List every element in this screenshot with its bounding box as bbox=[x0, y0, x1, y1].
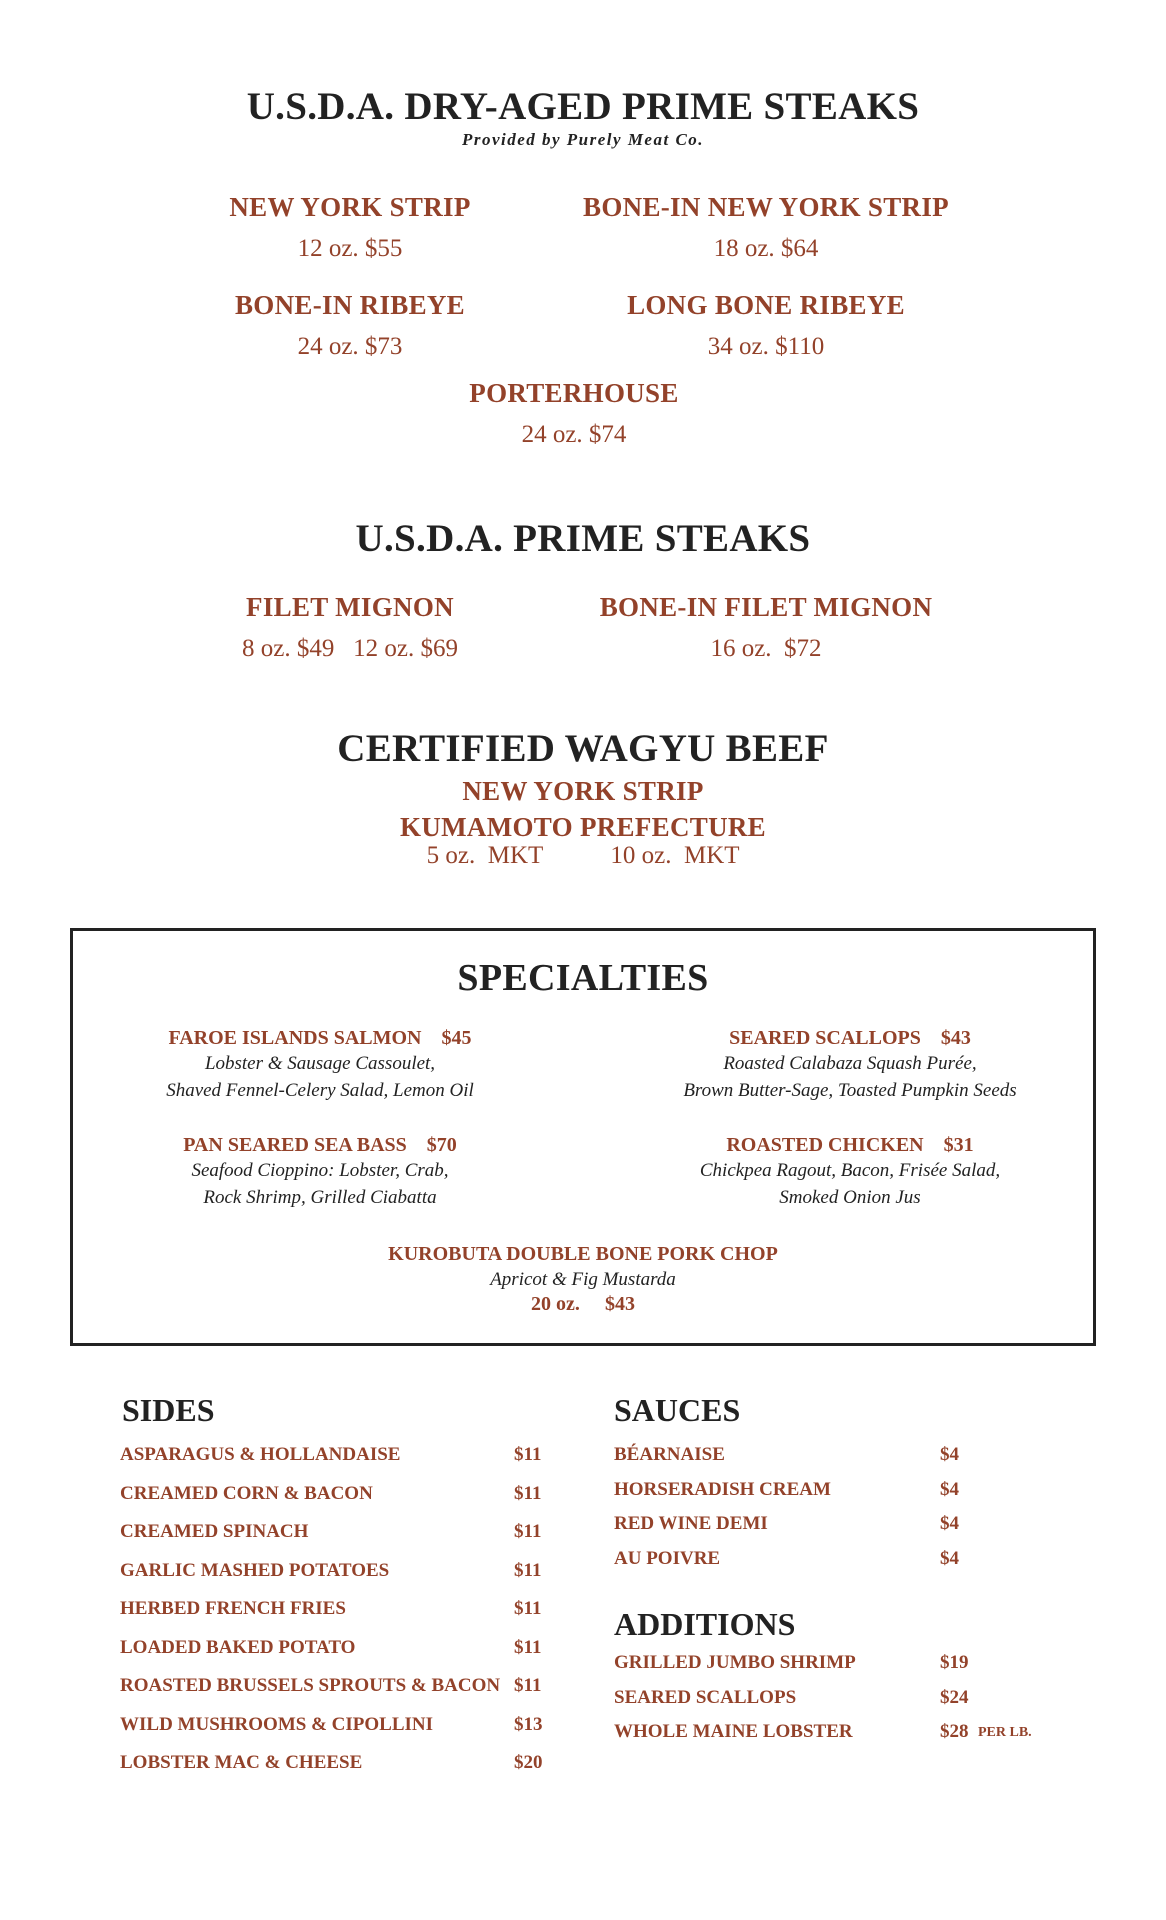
specialty-item bbox=[640, 1027, 1060, 1104]
menu-item-price: 18 oz. $64 bbox=[713, 235, 819, 262]
specialty-desc: Lobster & Sausage Cassoulet, bbox=[204, 1053, 436, 1074]
list-item-name: LOADED BAKED POTATO bbox=[120, 1636, 356, 1658]
list-item-price: $20 bbox=[514, 1752, 543, 1773]
specialty-price: $70 bbox=[426, 1134, 457, 1156]
list-item-name: GRILLED JUMBO SHRIMP bbox=[614, 1652, 856, 1673]
additions-list bbox=[614, 1652, 1054, 1756]
list-item-price: $4 bbox=[940, 1547, 959, 1569]
list-item-price: $11 bbox=[514, 1598, 542, 1619]
list-item-price: $28 bbox=[940, 1721, 969, 1742]
specialty-desc: Apricot & Fig Mustarda bbox=[490, 1269, 676, 1290]
specialty-size: 20 oz. bbox=[531, 1293, 580, 1315]
list-item-name: RED WINE DEMI bbox=[614, 1513, 768, 1534]
list-item bbox=[614, 1444, 1054, 1479]
specialty-desc: Smoked Onion Jus bbox=[779, 1187, 921, 1208]
menu-item-name: BONE-IN FILET MIGNON bbox=[599, 592, 933, 622]
list-item-price: $19 bbox=[940, 1652, 969, 1673]
specialty-name: FAROE ISLANDS SALMON bbox=[168, 1027, 422, 1049]
list-item bbox=[614, 1721, 1054, 1756]
menu-item-name: NEW YORK STRIP bbox=[229, 192, 471, 222]
list-item bbox=[120, 1714, 560, 1753]
list-item bbox=[614, 1687, 1054, 1722]
specialty-name: PAN SEARED SEA BASS bbox=[183, 1134, 407, 1156]
sides-list bbox=[120, 1444, 560, 1791]
specialty-desc: Seafood Cioppino: Lobster, Crab, bbox=[191, 1160, 449, 1181]
specialty-desc: Rock Shrimp, Grilled Ciabatta bbox=[203, 1187, 437, 1208]
list-item bbox=[120, 1598, 560, 1637]
specialty-price: $31 bbox=[943, 1134, 974, 1156]
sauces-list bbox=[614, 1444, 1054, 1582]
menu-item-name: LONG BONE RIBEYE bbox=[627, 290, 905, 320]
specialties-title: SPECIALTIES bbox=[457, 957, 709, 999]
list-item bbox=[614, 1548, 1054, 1583]
menu-item-name: BONE-IN RIBEYE bbox=[235, 290, 465, 320]
specialty-name: KUROBUTA DOUBLE BONE PORK CHOP bbox=[388, 1243, 778, 1265]
specialty-desc: Brown Butter-Sage, Toasted Pumpkin Seeds bbox=[683, 1080, 1017, 1101]
list-item bbox=[120, 1483, 560, 1522]
list-item-name: GARLIC MASHED POTATOES bbox=[120, 1559, 390, 1581]
menu-item-price: 34 oz. $110 bbox=[707, 333, 825, 360]
specialty-price: $43 bbox=[604, 1293, 635, 1315]
menu-item-name: FILET MIGNON bbox=[246, 592, 454, 622]
list-item-price: $13 bbox=[514, 1713, 543, 1735]
wagyu-price-small: 5 oz. MKT bbox=[426, 842, 544, 869]
specialty-desc: Chickpea Ragout, Bacon, Frisée Salad, bbox=[699, 1160, 1001, 1181]
list-item-name: LOBSTER MAC & CHEESE bbox=[120, 1752, 363, 1773]
list-item bbox=[120, 1675, 560, 1714]
list-item-price: $11 bbox=[514, 1521, 542, 1542]
prime-title: U.S.D.A. PRIME STEAKS bbox=[355, 517, 811, 560]
list-item bbox=[120, 1444, 560, 1483]
wagyu-cut: NEW YORK STRIP bbox=[462, 776, 704, 806]
wagyu-price-large: 10 oz. MKT bbox=[610, 842, 740, 869]
specialty-desc: Shaved Fennel-Celery Salad, Lemon Oil bbox=[166, 1080, 474, 1101]
list-item-price: $11 bbox=[514, 1675, 542, 1696]
wagyu-origin: KUMAMOTO PREFECTURE bbox=[400, 812, 766, 842]
sauces-title: SAUCES bbox=[614, 1392, 741, 1428]
specialty-price: $43 bbox=[940, 1027, 971, 1049]
list-item-name: ASPARAGUS & HOLLANDAISE bbox=[120, 1444, 401, 1465]
list-item bbox=[120, 1521, 560, 1560]
list-item-unit: PER LB. bbox=[978, 1725, 1032, 1740]
list-item-price: $4 bbox=[940, 1478, 959, 1500]
wagyu-title: CERTIFIED WAGYU BEEF bbox=[337, 727, 829, 770]
list-item-name: HERBED FRENCH FRIES bbox=[120, 1598, 346, 1619]
specialty-name: SEARED SCALLOPS bbox=[729, 1027, 921, 1049]
specialty-name: ROASTED CHICKEN bbox=[726, 1134, 924, 1156]
list-item-price: $4 bbox=[940, 1513, 959, 1534]
list-item-price: $11 bbox=[514, 1482, 542, 1504]
additions-title: ADDITIONS bbox=[614, 1606, 796, 1642]
list-item-price: $11 bbox=[514, 1444, 542, 1465]
specialty-item bbox=[120, 1027, 520, 1104]
list-item bbox=[614, 1513, 1054, 1548]
menu-item-name: BONE-IN NEW YORK STRIP bbox=[583, 192, 949, 222]
list-item bbox=[120, 1637, 560, 1676]
list-item-name: CREAMED SPINACH bbox=[120, 1521, 309, 1542]
menu-item-price: 16 oz. $72 bbox=[710, 635, 822, 662]
menu-item-name: PORTERHOUSE bbox=[469, 378, 679, 408]
list-item-price: $11 bbox=[514, 1559, 542, 1581]
list-item-name: HORSERADISH CREAM bbox=[614, 1478, 831, 1500]
list-item-price: $11 bbox=[514, 1636, 542, 1658]
specialty-price: $45 bbox=[441, 1027, 472, 1049]
specialty-item bbox=[120, 1134, 520, 1211]
menu-item-price: 8 oz. $49 12 oz. $69 bbox=[242, 635, 458, 662]
list-item bbox=[614, 1479, 1054, 1514]
menu-item-price: 12 oz. $55 bbox=[297, 235, 403, 262]
specialty-item bbox=[70, 1243, 1096, 1316]
list-item bbox=[120, 1752, 560, 1791]
menu-item-price: 24 oz. $74 bbox=[521, 421, 627, 448]
menu-item-price: 24 oz. $73 bbox=[297, 333, 403, 360]
dry-aged-title: U.S.D.A. DRY-AGED PRIME STEAKS bbox=[246, 85, 920, 128]
list-item-name: WILD MUSHROOMS & CIPOLLINI bbox=[120, 1713, 433, 1735]
list-item-name: BÉARNAISE bbox=[614, 1444, 725, 1465]
list-item-name: CREAMED CORN & BACON bbox=[120, 1482, 373, 1504]
specialty-item bbox=[640, 1134, 1060, 1211]
list-item-name: AU POIVRE bbox=[614, 1547, 721, 1569]
list-item-name: WHOLE MAINE LOBSTER bbox=[614, 1721, 853, 1742]
list-item-name: SEARED SCALLOPS bbox=[614, 1686, 797, 1708]
list-item-price: $24 bbox=[940, 1686, 969, 1708]
list-item bbox=[120, 1560, 560, 1599]
specialty-desc: Roasted Calabaza Squash Purée, bbox=[723, 1053, 977, 1074]
list-item-price: $4 bbox=[940, 1444, 959, 1465]
list-item bbox=[614, 1652, 1054, 1687]
sides-title: SIDES bbox=[122, 1392, 215, 1428]
list-item-name: ROASTED BRUSSELS SPROUTS & BACON bbox=[120, 1675, 501, 1696]
dry-aged-subtitle: Provided by Purely Meat Co. bbox=[461, 130, 705, 149]
